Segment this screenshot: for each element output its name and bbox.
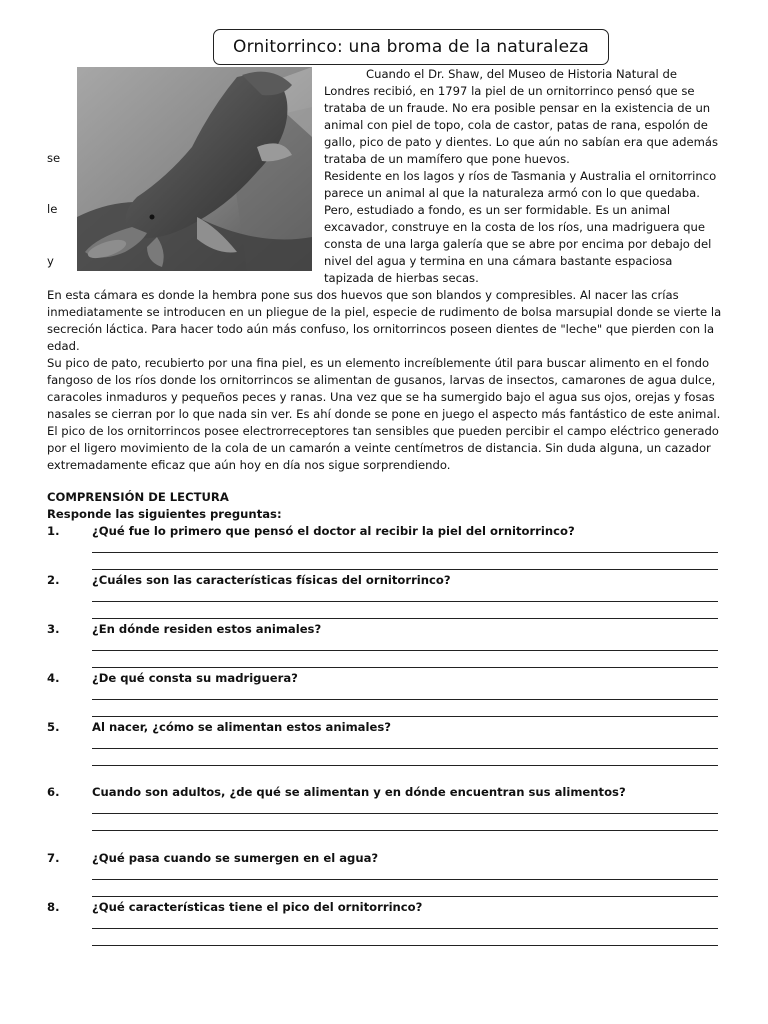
question-text: ¿De qué consta su madriguera? bbox=[92, 671, 298, 685]
body-paragraph: En esta cámara es donde la hembra pone sus dos huevos que son blandos y compresibles. Al nacer las crías inmediatamente se introducen en un pliegue de la piel, especie de rudimento de bolsa marsupial donde se vierte la secreción láctica. Para hacer todo aún más confuso, los ornitorrincos poseen dientes de "leche" que pierden con la edad. bbox=[47, 288, 722, 353]
question-text: ¿Qué pasa cuando se sumergen en el agua? bbox=[92, 851, 379, 865]
question-text: ¿Qué características tiene el pico del ornitorrinco? bbox=[92, 900, 423, 914]
intro-paragraph-1: Cuando el Dr. Shaw, del Museo de Historia Natural de Londres recibió, en 1797 la piel de un ornitorrinco pensó que se trataba de un fraude. No era posible pensar en la existencia de un animal con piel de topo, cola de castor, patas de rana, espolón de gallo, pico de pato y dientes. Lo que aún no sabían era que además trataba de un mamífero que pone huevos. bbox=[324, 67, 719, 166]
question-text: Al nacer, ¿cómo se alimentan estos animales? bbox=[92, 720, 391, 734]
question-text: Cuando son adultos, ¿de qué se alimentan y en dónde encuentran sus alimentos? bbox=[92, 785, 626, 799]
question-number: 3. bbox=[47, 622, 60, 636]
question-number: 2. bbox=[47, 573, 60, 587]
answer-line[interactable] bbox=[92, 830, 718, 831]
instructions: Responde las siguientes preguntas: bbox=[47, 507, 282, 521]
answer-line[interactable] bbox=[92, 699, 718, 700]
answer-line[interactable] bbox=[92, 552, 718, 553]
margin-word: y bbox=[47, 254, 54, 268]
question-text: ¿Qué fue lo primero que pensó el doctor al recibir la piel del ornitorrinco? bbox=[92, 524, 575, 538]
question-number: 7. bbox=[47, 851, 60, 865]
answer-line[interactable] bbox=[92, 748, 718, 749]
answer-line[interactable] bbox=[92, 765, 718, 766]
body-paragraph: El pico de los ornitorrincos posee electrorreceptores tan sensibles que pueden percibir el campo eléctrico generado por el ligero movimiento de la cola de un camarón a veinte centímetros de distancia. Sin duda alguna, un cazador extremadamente eficaz que aún hoy en día nos sigue sorprendiendo. bbox=[47, 424, 719, 472]
answer-line[interactable] bbox=[92, 618, 718, 619]
answer-line[interactable] bbox=[92, 945, 718, 946]
intro-paragraph-2: Residente en los lagos y ríos de Tasmania y Australia el ornitorrinco parece un animal al que la naturaleza armó con lo que quedaba. Pero, estudiado a fondo, es un ser formidable. Es un animal excavador, construye en la costa de los ríos, una madriguera que consta de una larga galería que se abre por encima por debajo del nivel del agua y termina en una cámara bastante espaciosa tapizada de hierbas secas. bbox=[324, 169, 717, 285]
section-heading: COMPRENSIÓN DE LECTURA bbox=[47, 490, 229, 504]
answer-line[interactable] bbox=[92, 928, 718, 929]
platypus-illustration bbox=[77, 67, 312, 271]
answer-line[interactable] bbox=[92, 896, 718, 897]
platypus-photo bbox=[77, 67, 312, 271]
margin-word: le bbox=[47, 202, 58, 216]
answer-line[interactable] bbox=[92, 716, 718, 717]
answer-line[interactable] bbox=[92, 667, 718, 668]
page-title-text: Ornitorrinco: una broma de la naturaleza bbox=[232, 37, 589, 57]
body-text bbox=[47, 287, 723, 474]
page-title bbox=[213, 29, 609, 65]
question-number: 6. bbox=[47, 785, 60, 799]
answer-line[interactable] bbox=[92, 879, 718, 880]
question-number: 4. bbox=[47, 671, 60, 685]
body-paragraph: Su pico de pato, recubierto por una fina piel, es un elemento increíblemente útil para buscar alimento en el fondo fangoso de los ríos donde los ornitorrincos se alimentan de gusanos, larvas de insectos, camarones de agua dulce, caracoles inmaduros y pequeños peces y ranas. Una vez que se ha sumergido bajo el agua sus ojos, orejas y fosas nasales se cierran por lo que nada sin ver. Es ahí donde se pone en juego el aspecto más fantástico de este animal. bbox=[47, 356, 721, 421]
answer-line[interactable] bbox=[92, 650, 718, 651]
question-number: 5. bbox=[47, 720, 60, 734]
margin-word: se bbox=[47, 151, 61, 165]
answer-line[interactable] bbox=[92, 569, 718, 570]
question-text: ¿Cuáles son las características físicas del ornitorrinco? bbox=[92, 573, 451, 587]
question-number: 1. bbox=[47, 524, 60, 538]
question-text: ¿En dónde residen estos animales? bbox=[92, 622, 322, 636]
answer-line[interactable] bbox=[92, 601, 718, 602]
intro-text bbox=[324, 66, 722, 287]
answer-line[interactable] bbox=[92, 813, 718, 814]
question-number: 8. bbox=[47, 900, 60, 914]
